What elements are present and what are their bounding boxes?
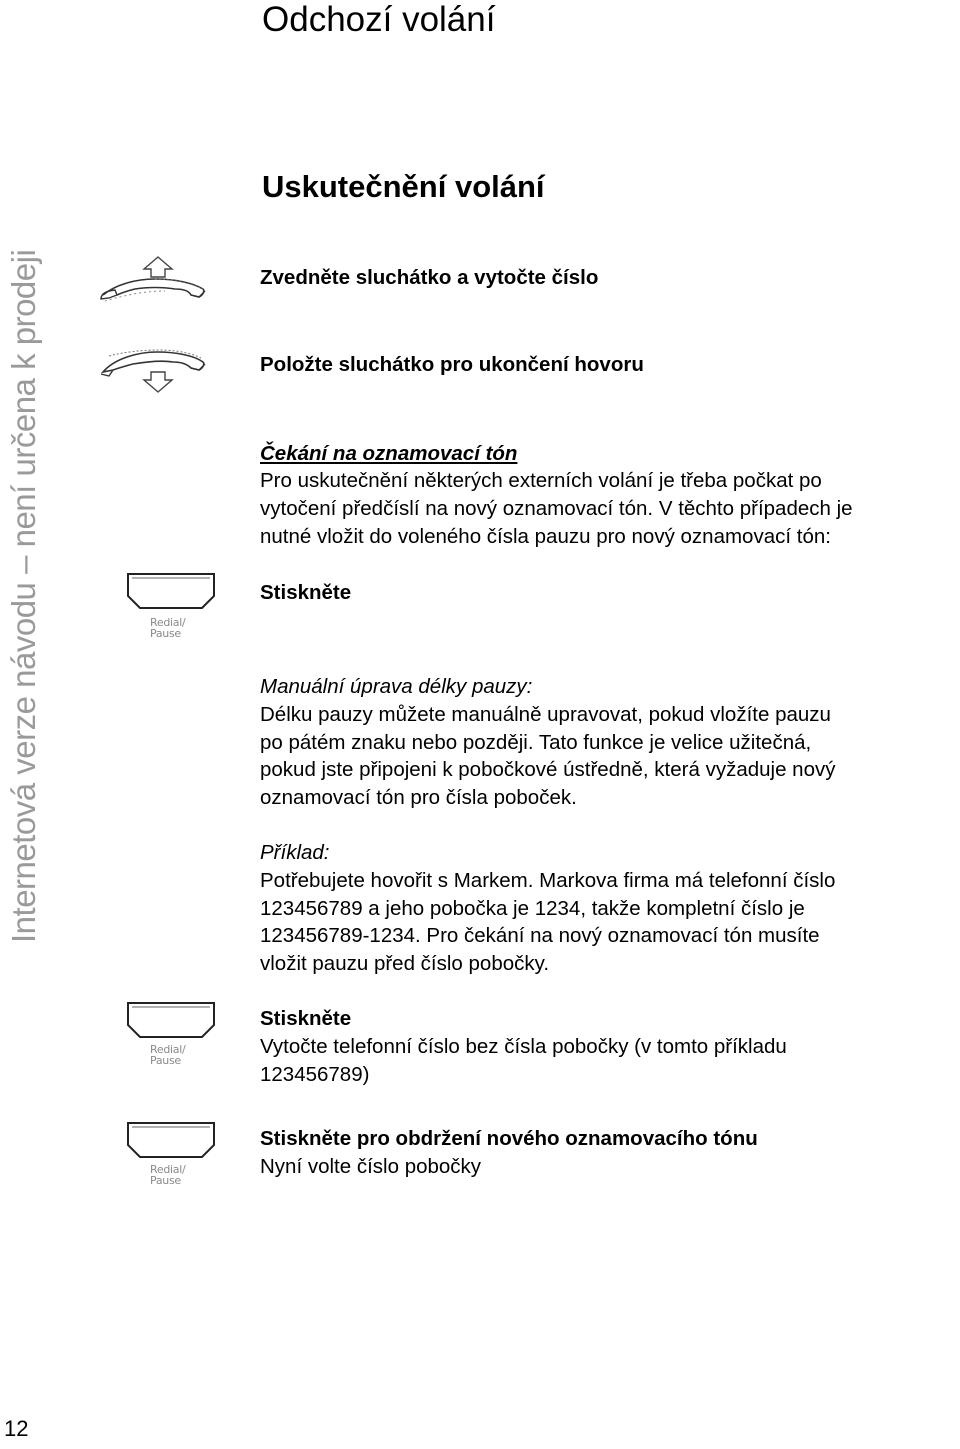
key-label-line1: Redial/ xyxy=(150,1163,186,1176)
manual-text-line: oznamovací tón pro čísla poboček. xyxy=(260,786,577,809)
manual-text-line: po pátém znaku nebo později. Tato funkce je velice užitečná, xyxy=(260,731,812,754)
manual-text-line: Délku pauzy můžete manuálně upravovat, pokud vložíte pauzu xyxy=(260,703,831,726)
manual-text-line: pokud jste připojeni k pobočkové ústředně, která vyžaduje nový xyxy=(260,758,836,781)
wait-text-line: Pro uskutečnění některých externích volání je třeba počkat po xyxy=(260,469,822,492)
handset-pickup-icon xyxy=(95,255,210,305)
press-instruction: Stiskněte xyxy=(260,1007,352,1030)
example-heading: Příklad: xyxy=(260,841,330,864)
page-number: 12 xyxy=(4,1416,29,1441)
example-text-line: 123456789 a jeho pobočka je 1234, takže kompletní číslo je xyxy=(260,897,805,920)
wait-text-line: vytočení předčíslí na nový oznamovací tón. V těchto případech je xyxy=(260,497,853,520)
press3-text-line: Nyní volte číslo pobočky xyxy=(260,1155,482,1178)
redial-pause-key-icon xyxy=(126,1121,216,1196)
example-text-line: 123456789-1234. Pro čekání na nový oznamovací tón musíte xyxy=(260,924,820,947)
manual-heading: Manuální úprava délky pauzy: xyxy=(260,675,533,698)
press2-text-line: 123456789) xyxy=(260,1063,370,1086)
example-text-line: vložit pauzu před číslo pobočky. xyxy=(260,952,550,975)
key-label-line2: Pause xyxy=(150,1174,181,1187)
key-label-line1: Redial/ xyxy=(150,1043,186,1056)
redial-pause-key-icon xyxy=(126,572,216,647)
press2-text-line: Vytočte telefonní číslo bez čísla pobočky (v tomto příkladu xyxy=(260,1035,787,1058)
handset-hangup-icon xyxy=(95,346,210,394)
press-new-tone-instruction: Stiskněte pro obdržení nového oznamovacího tónu xyxy=(260,1127,758,1150)
wait-heading: Čekání na oznamovací tón xyxy=(260,442,518,465)
wait-text-line: nutné vložit do voleného čísla pauzu pro nový oznamovací tón: xyxy=(260,525,831,548)
key-label-line2: Pause xyxy=(150,627,181,640)
page-title: Odchozí volání xyxy=(262,0,496,39)
hangup-instruction: Položte sluchátko pro ukončení hovoru xyxy=(260,353,644,376)
section-title: Uskutečnění volání xyxy=(262,169,545,204)
example-text-line: Potřebujete hovořit s Markem. Markova firma má telefonní číslo xyxy=(260,869,836,892)
redial-pause-key-icon xyxy=(126,1001,216,1076)
side-watermark-text: Internetová verze návodu – není určena k prodeji xyxy=(5,249,42,943)
key-label-line2: Pause xyxy=(150,1054,181,1067)
pickup-instruction: Zvedněte sluchátko a vytočte číslo xyxy=(260,266,599,289)
press-instruction: Stiskněte xyxy=(260,581,352,604)
key-label-line1: Redial/ xyxy=(150,616,186,629)
